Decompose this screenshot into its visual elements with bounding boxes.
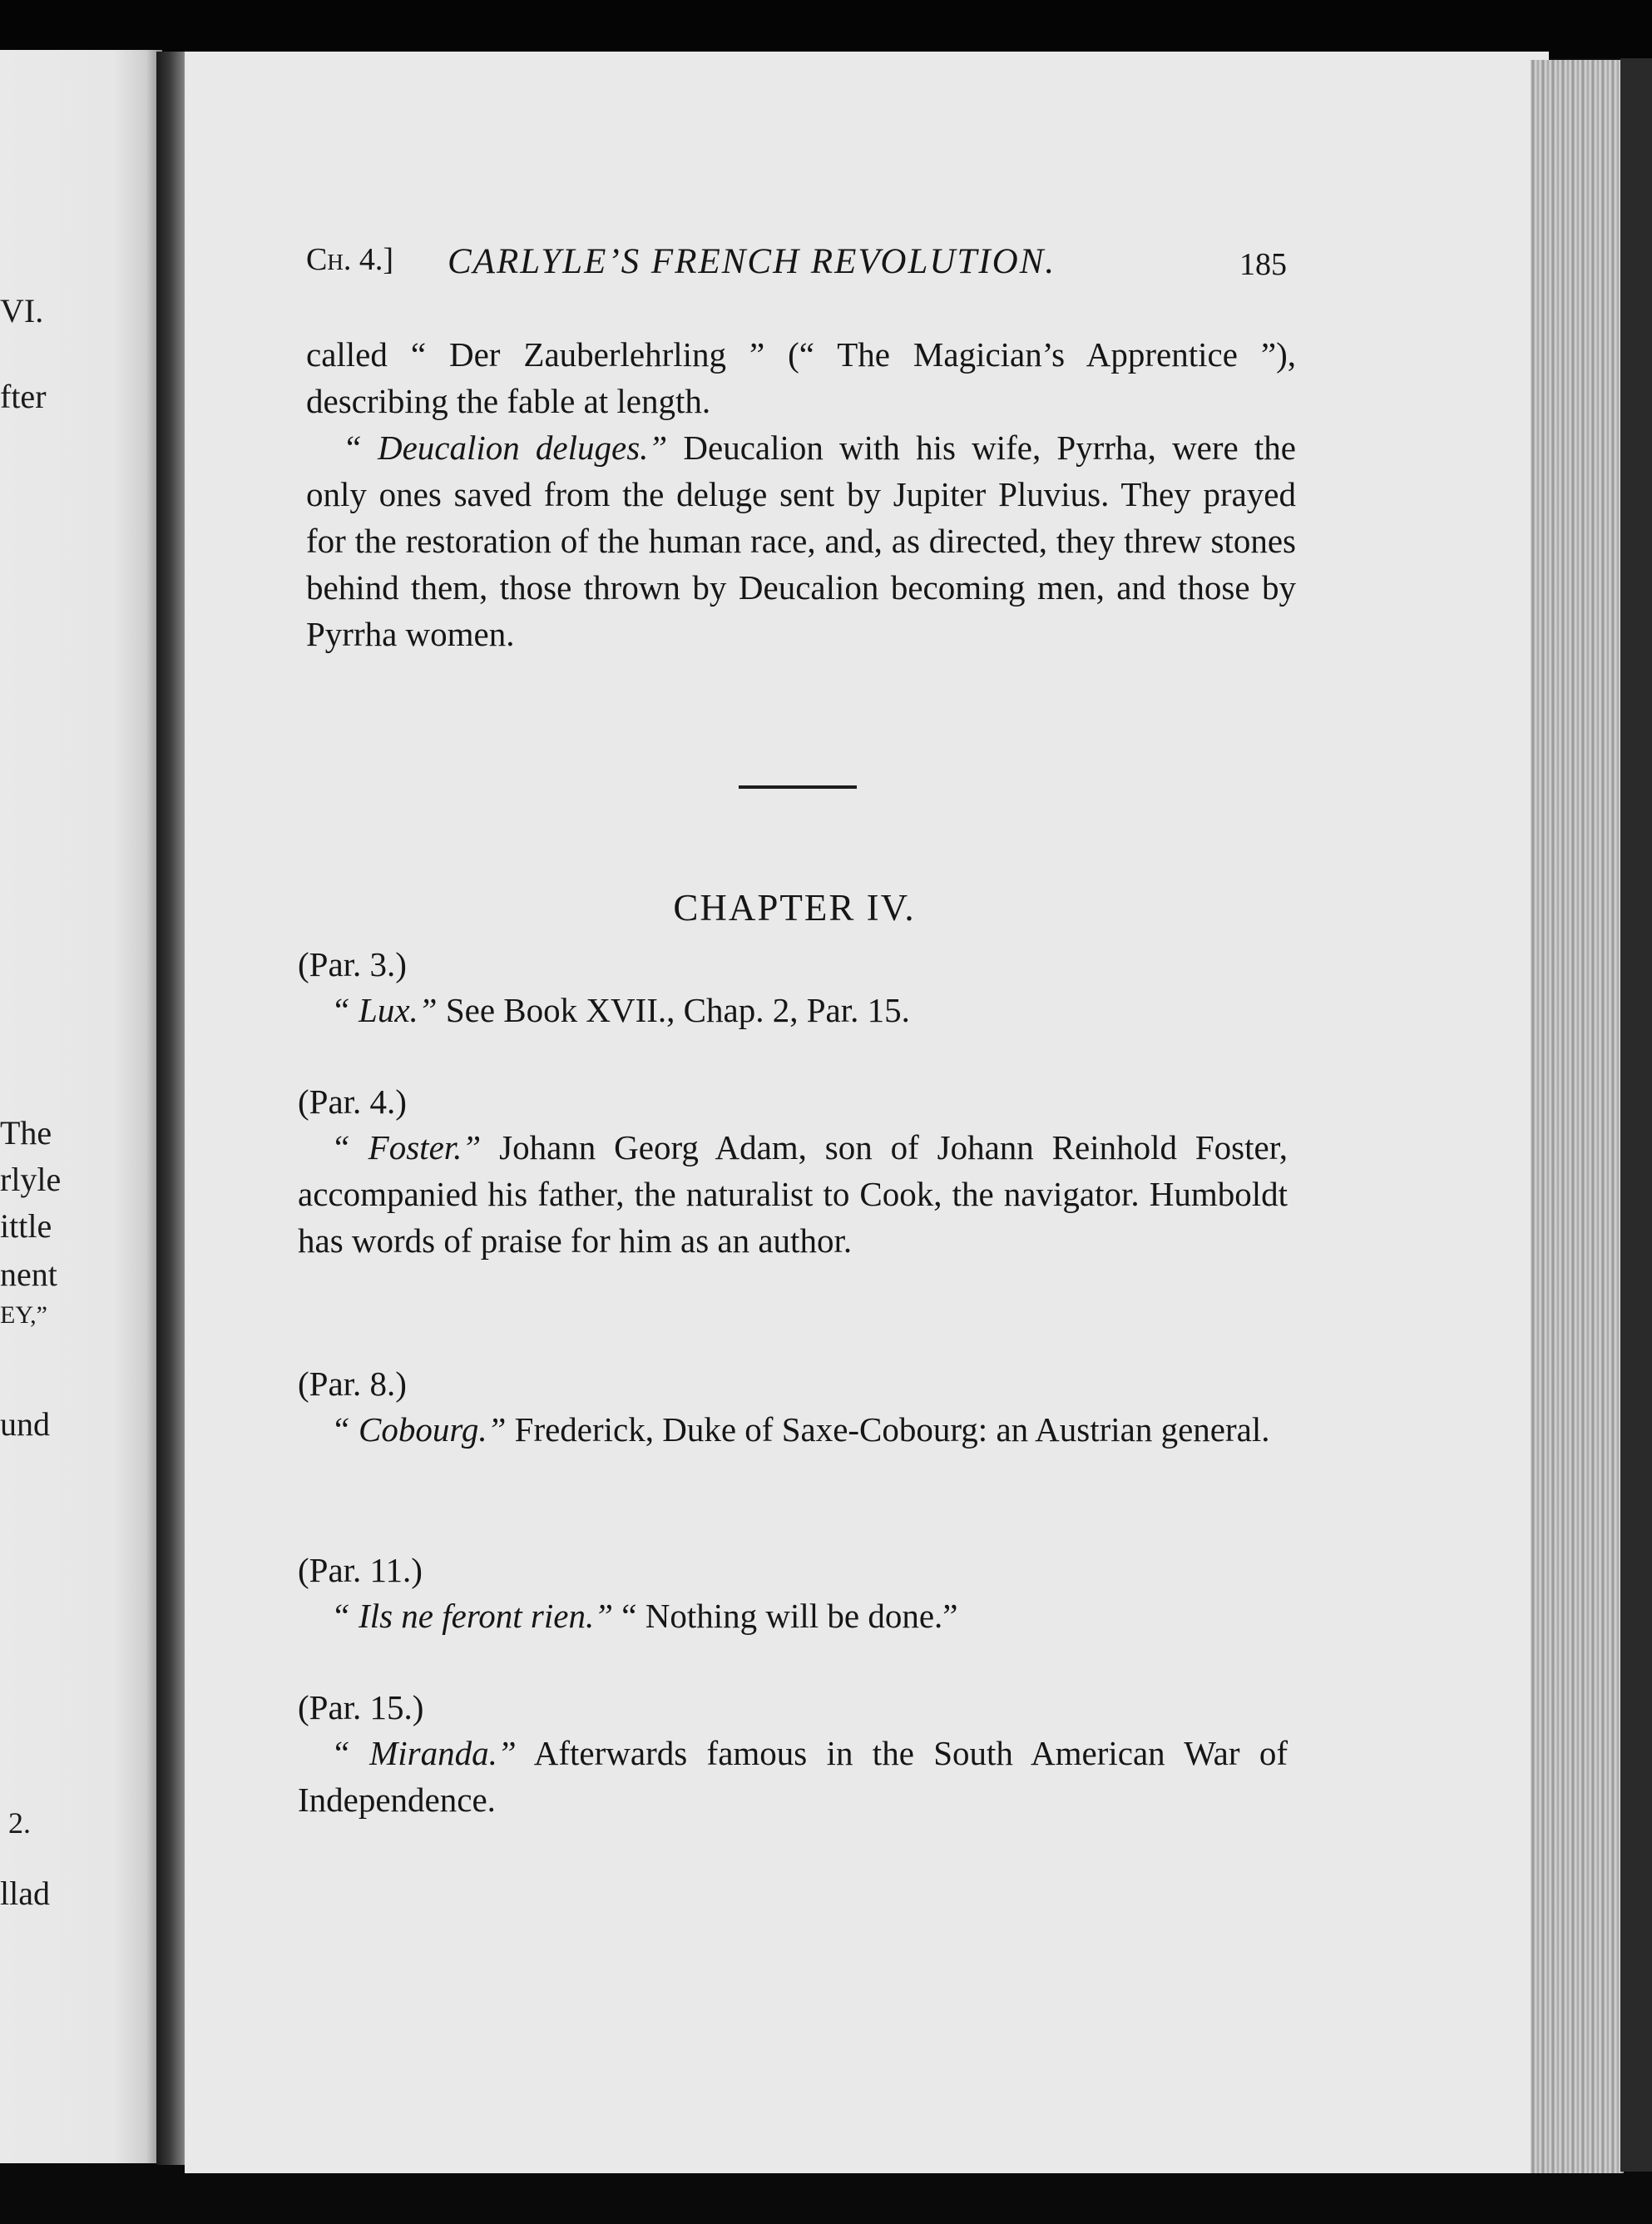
- note-item: [298, 1548, 1288, 1639]
- note-paragraph-ref: (Par. 8.): [298, 1365, 407, 1403]
- left-page-fragment: EY,”: [0, 1301, 47, 1329]
- page-edges: [1531, 60, 1624, 2173]
- note-paragraph-ref: (Par. 15.): [298, 1688, 424, 1726]
- paragraph-continuation: [306, 331, 1296, 424]
- note-quote: “ Ils ne feront rien.”: [331, 1597, 614, 1635]
- note-quote: “ Foster.”: [331, 1128, 482, 1166]
- section-divider: [739, 785, 857, 789]
- note-paragraph-ref: (Par. 3.): [298, 945, 407, 983]
- left-page-fragment: und: [0, 1405, 50, 1443]
- note-item: [298, 1685, 1288, 1823]
- left-page-fragment: llad: [0, 1875, 50, 1912]
- note-item: [298, 1361, 1288, 1453]
- note-quote: “ Lux.”: [331, 991, 438, 1029]
- running-head-title: CARLYLE’S FRENCH REVOLUTION.: [448, 242, 1056, 281]
- left-facing-page: [0, 50, 162, 2163]
- chapter-heading: CHAPTER IV.: [673, 887, 916, 929]
- note-item: [298, 942, 1288, 1033]
- note-body: [298, 1730, 1288, 1823]
- left-page-fragment: The: [0, 1114, 52, 1152]
- note-item: [298, 1079, 1288, 1264]
- running-head: [306, 241, 1296, 291]
- book-cover-edge: [1620, 58, 1652, 2172]
- note-body: [298, 987, 1288, 1033]
- note-body: [298, 1592, 1288, 1639]
- left-page-fragment: fter: [0, 378, 47, 415]
- note-text: “ Nothing will be done.”: [613, 1597, 958, 1635]
- page-number: 185: [1239, 247, 1287, 282]
- note-quote: “ Cobourg.”: [331, 1410, 507, 1449]
- scan-top-border: [0, 0, 1652, 58]
- running-head-chapter: Ch. 4.]: [306, 242, 393, 277]
- note-paragraph-ref: (Par. 4.): [298, 1082, 407, 1121]
- paragraph-deucalion: [306, 424, 1296, 657]
- paragraph-quote: “ Deucalion deluges.”: [343, 428, 668, 467]
- note-text: See Book XVII., Chap. 2, Par. 15.: [437, 991, 910, 1029]
- note-text: Afterwards famous in the South American War of Independence.: [298, 1734, 1288, 1819]
- note-paragraph-ref: (Par. 11.): [298, 1551, 423, 1589]
- note-body: [298, 1406, 1288, 1453]
- note-text: Frederick, Duke of Saxe-Cobourg: an Austrian general.: [506, 1410, 1270, 1449]
- note-quote: “ Miranda.”: [331, 1734, 517, 1772]
- paragraph-text: called “ Der Zauberlehrling ” (“ The Magician’s Apprentice ”), describing the fable at length.: [306, 335, 1296, 420]
- note-body: [298, 1124, 1288, 1264]
- left-page-fragment: 2.: [8, 1806, 31, 1840]
- left-page-fragment: nent: [0, 1256, 57, 1293]
- note-text: Johann Georg Adam, son of Johann Reinhold Foster, accompanied his father, the naturalist to Cook, the navigator. Humboldt has words of praise for him as an author.: [298, 1128, 1288, 1260]
- paragraph-text: Deucalion with his wife, Pyrrha, were the only ones saved from the deluge sent by Jupiter Pluvius. They prayed for the restoration of the human race, and, as directed, they threw stones behind them, those thrown by Deucalion becoming men, and those by Pyrrha women.: [306, 428, 1296, 653]
- left-page-fragment: ittle: [0, 1207, 52, 1245]
- left-page-fragment: VI.: [0, 292, 44, 329]
- left-page-fragment: rlyle: [0, 1161, 62, 1198]
